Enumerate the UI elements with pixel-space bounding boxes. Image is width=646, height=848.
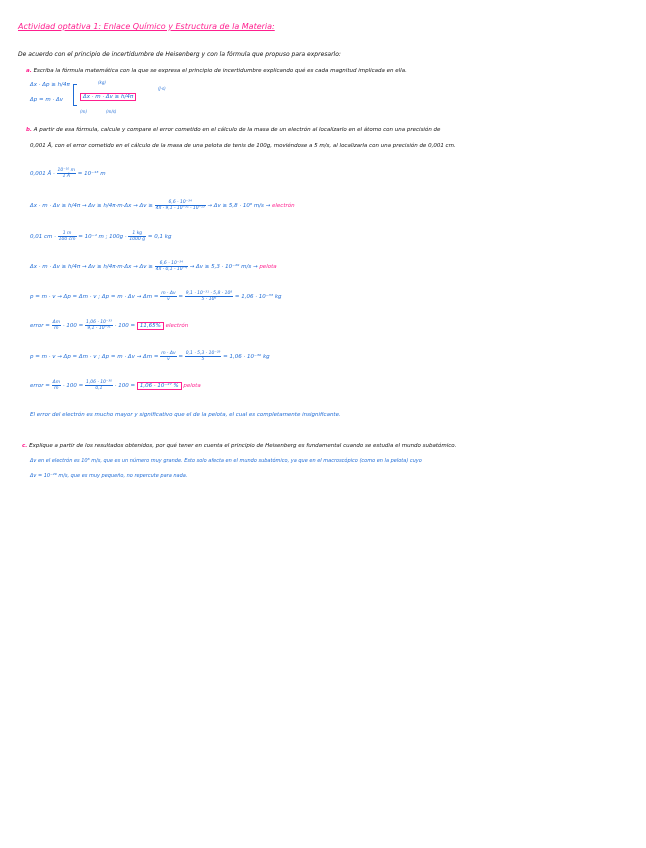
calc8-mid: · 100 = [62,383,84,389]
calc1-den: 1 Å [62,174,70,179]
conclusion-b: El error del electrón es mucho mayor y significativo que el de la pelota, el cual es completamente insignificante. [30,412,341,418]
calc2-fraction [155,200,206,211]
calc8-den1: m [54,386,59,391]
calc5-den1: v [167,297,170,302]
calc3-b-den: 1000 g [129,237,146,242]
calc2-num: 6,6 · 10⁻³⁴ [155,200,206,206]
calc2-den: 4π · 9,1 · 10⁻³¹ · 10⁻¹³ [155,206,205,211]
calc8-fraction-2 [85,380,113,391]
calc7-eq: = [178,354,183,360]
calc7-den1: v [167,357,170,362]
formula-uncertainty: Δx · Δp ≥ h/4π [30,82,70,88]
combined-formula: Δx · m · Δv ≥ h/4π [80,93,136,101]
calc5-den2: 5 · 10⁶ [201,297,217,302]
calc8-den2: 0,1 [95,386,103,391]
calc6-num2: 1,06 · 10⁻³³ [85,320,112,325]
calc6-fraction-1 [52,320,61,331]
calc1-fraction [57,168,77,179]
calc5-rhs: = 1,06 · 10⁻³³ kg [234,294,282,300]
calc8-lhs: error = [30,383,50,389]
calc5-lhs: p = m · v → Δp = Δm · v ; Δp = m · Δv → Δm = [30,294,159,300]
page-title: Actividad optativa 1: Enlace Químico y Estructura de la Materia: [18,22,275,31]
calc3-fraction-b [128,231,146,242]
calc3-a-den: 100 cm [58,237,76,242]
calc5-fraction-2 [185,291,233,302]
question-b-tag: b. [26,127,33,133]
calc8-result-box: 1,06 · 10⁻²⁷ % [137,382,182,390]
question-c-text: Explique a partir de los resultados obtenidos, por qué tener en cuenta el principio de Heisenberg es fundamental cuando se estudia el mundo subatómico. [29,443,457,449]
calc5-fraction-1 [160,291,176,302]
calc2-label: electrón [272,203,295,209]
calc8-num1: Δm [52,380,61,385]
calc8-num2: 1,06 · 10⁻³⁰ [85,380,112,385]
answer-c-line1: Δv en el electrón es 10⁸ m/s, que es un número muy grande. Esto solo afecta en el mundo subatómico, ya que en el macroscópico (como en la pelota) cuyo [30,458,422,464]
calc4-den: 4π · 0,1 · 10⁻⁴ [155,267,187,272]
calc3-fraction-a [58,231,77,242]
calc-ball-velocity [30,261,277,272]
calc-ball-mass-error [30,351,270,362]
calc6-tail: · 100 = [114,323,136,329]
calc7-num2: 0,1 · 5,3 · 10⁻²⁹ [185,351,221,356]
calc7-fraction-2 [185,351,222,362]
calc5-num2: 9,1 · 10⁻³¹ · 5,8 · 10⁸ [185,291,233,296]
calc3-c: = 0,1 kg [147,234,172,240]
question-c-tag: c. [22,443,28,449]
calc1-rhs: = 10⁻¹³ m [77,171,106,177]
calc6-den1: m [54,326,59,331]
calc-tennis-conversions [30,231,171,242]
calc6-fraction-2 [85,320,113,331]
calc7-den2: 5 [201,357,205,362]
question-b-text1: A partir de esa fórmula, calcule y compare el error cometido en el cálculo de la masa de un electrón al localizarlo en el átomo con una precisión de [33,127,441,133]
question-a-tag: a. [26,68,32,74]
calc7-fraction-1 [160,351,176,362]
calc3-b: = 10⁻⁴ m ; 100g · [78,234,127,240]
question-b-line1 [26,127,440,133]
calc-ball-error-percent [30,380,201,391]
question-b-line2: 0,001 Å, con el error cometido en el cálculo de la masa de una pelota de tenis de 100g, moviéndose a 5 m/s, al localizarla con una precisión de 0,001 cm. [30,143,456,149]
calc5-eq: = [178,294,183,300]
unit-kg: (kg) [98,80,106,85]
calc7-num1: m · Δv [161,351,176,356]
calc-electron-error-percent [30,320,188,331]
calc7-rhs: = 1,06 · 10⁻³⁰ kg [223,354,270,360]
formula-brace [73,84,77,106]
unit-m: (m) [80,109,88,114]
unit-js: (J·s) [158,86,166,91]
question-a [26,68,407,74]
calc1-num: 10⁻¹⁰ m [57,168,76,173]
calc3-a-num: 1 m [58,231,77,237]
calc-electron-velocity [30,200,295,211]
unit-ms: (m/s) [106,109,117,114]
calc6-label: electrón [165,323,189,329]
answer-c-line2: Δv = 10⁻²⁹ m/s, que es muy pequeño, no repercute para nada. [30,473,188,479]
calc8-fraction-1 [52,380,61,391]
calc2-rhs: → Δv ≥ 5,8 · 10⁸ m/s → [207,203,271,209]
calc4-fraction [155,261,188,272]
calc6-num1: Δm [52,320,61,325]
calc6-result-box: 11,65% [137,322,164,330]
calc4-label: pelota [259,264,277,270]
question-c [22,443,456,449]
calc6-mid: · 100 = [62,323,84,329]
question-a-text: Escriba la fórmula matemática con la que se expresa el principio de incertidumbre explicando qué es cada magnitud implicada en ella. [33,68,407,74]
calc7-lhs: p = m · v → Δp = Δm · v ; Δp = m · Δv → Δm = [30,354,159,360]
calc4-lhs: Δx · m · Δv ≥ h/4π → Δv ≥ h/4π·m·Δx → Δv ≥ [30,264,153,270]
calc1-lhs: 0,001 Å · [30,171,55,177]
intro-text: De acuerdo con el principio de incertidumbre de Heisenberg y con la fórmula que propuso para expresarlo: [18,51,341,58]
calc5-num1: m · Δv [161,291,176,296]
calc-angstrom-conversion [30,168,106,179]
calc3-a: 0,01 cm · [30,234,56,240]
calc6-den2: 9,1 · 10⁻³¹ [87,326,111,331]
calc4-num: 6,6 · 10⁻³⁴ [155,261,188,267]
calc-electron-mass-error [30,291,282,302]
calc6-lhs: error = [30,323,50,329]
calc8-tail: · 100 = [114,383,136,389]
calc4-rhs: → Δv ≥ 5,3 · 10⁻²⁹ m/s → [189,264,258,270]
calc8-label: pelota [183,383,201,389]
calc3-b-num: 1 kg [128,231,146,237]
calc2-lhs: Δx · m · Δv ≥ h/4π → Δv ≥ h/4π·m·Δx → Δv ≥ [30,203,153,209]
formula-momentum: Δp = m · Δv [30,97,63,103]
